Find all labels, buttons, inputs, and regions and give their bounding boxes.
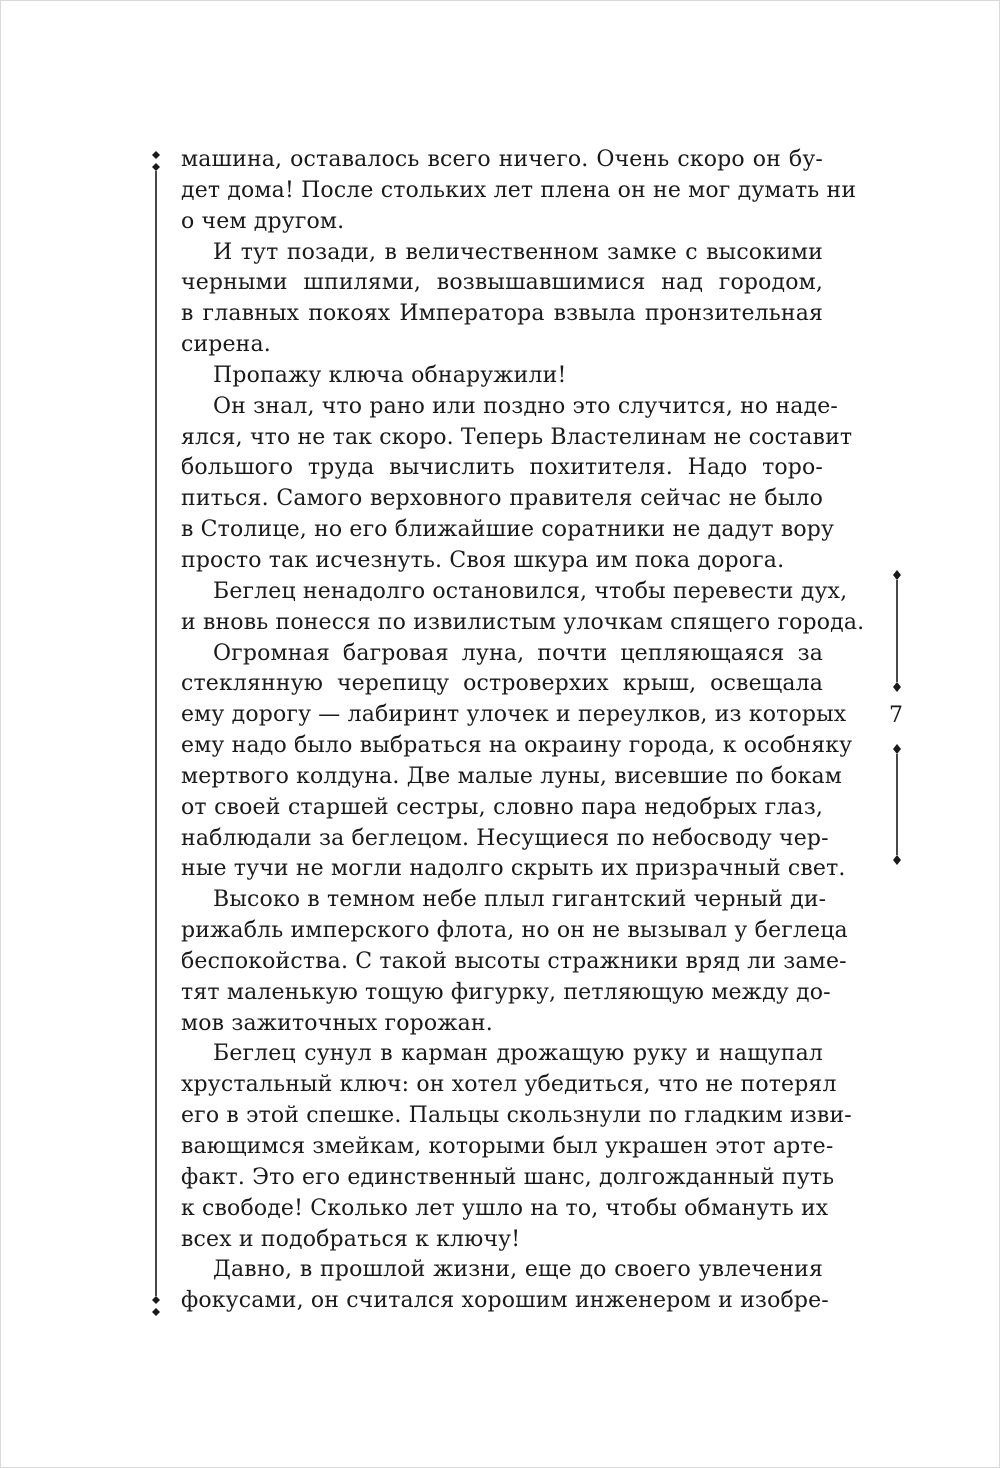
text-line: тят маленькую тощую фигурку, петляющую между до- (181, 979, 831, 1005)
text-line: ялся, что не так скоро. Теперь Властелинам не составит (181, 424, 853, 450)
text-line: сирена. (181, 332, 271, 358)
text-line: мертвого колдуна. Две малые луны, висевшие по бокам (181, 763, 843, 789)
left-margin-ornament (149, 151, 163, 1321)
text-line: всех и подобраться к ключу! (181, 1226, 521, 1252)
text-line: питься. Самого верховного правителя сейчас не было (181, 486, 823, 512)
text-line: Беглец ненадолго остановился, чтобы перевести дух, (213, 578, 848, 604)
text-line: рижабль имперского флота, но он не вызывал у беглеца (181, 918, 848, 944)
text-line: стеклянную черепицу островерхих крыш, освещала (181, 671, 823, 697)
page-number: 7 (889, 703, 903, 728)
text-line: Высоко в темном небе плыл гигантский черный ди- (213, 887, 827, 913)
text-line: о чем другом. (181, 208, 345, 234)
text-line: хрустальный ключ: он хотел убедиться, что не потерял (181, 1072, 837, 1098)
text-line: Он знал, что рано или поздно это случится, но наде- (213, 393, 839, 419)
text-line: и вновь понесся по извилистым улочкам спящего города. (181, 609, 865, 635)
text-line: ему надо было выбраться на окраину города, к особняку (181, 733, 853, 759)
text-line: машина, оставалось всего ничего. Очень скоро он бу- (181, 147, 823, 172)
text-line: к свободе! Сколько лет ушло на то, чтобы обмануть их (181, 1195, 829, 1221)
text-line: в главных покоях Императора взвыла пронзительная (181, 301, 823, 327)
text-line: черными шпилями, возвышавшимися над городом, (181, 270, 823, 296)
text-line: И тут позади, в величественном замке с высокими (213, 239, 823, 265)
text-line: Беглец сунул в карман дрожащую руку и нащупал (213, 1041, 823, 1067)
text-line: дет дома! После стольких лет плена он не мог думать ни (181, 177, 857, 203)
text-line: большого труда вычислить похитителя. Надо торо- (181, 455, 823, 481)
text-line: вающимся змейкам, которыми был украшен этот арте- (181, 1134, 834, 1159)
text-line: его в этой спешке. Пальцы скользнули по гладким изви- (181, 1103, 852, 1129)
text-line: Давно, в прошлой жизни, еще до своего увлечения (213, 1257, 823, 1283)
text-line: мов зажиточных горожан. (181, 1010, 493, 1036)
text-line: Пропажу ключа обнаружили! (213, 362, 567, 388)
text-line: фокусами, он считался хорошим инженером и изобре- (181, 1288, 829, 1314)
text-line: просто так исчезнуть. Своя шкура им пока дорога. (181, 547, 785, 573)
text-line: Огромная багровая луна, почти цепляющаяся за (213, 640, 823, 666)
body-text (181, 145, 865, 1317)
text-line: ные тучи не могли надолго скрыть их призрачный свет. (181, 856, 846, 882)
text-line: беспокойства. С такой высоты стражники вряд ли заме- (181, 948, 847, 974)
text-line: ему дорогу — лабиринт улочек и переулков, из которых (181, 702, 847, 728)
text-line: от своей старшей сестры, словно пара недобрых глаз, (181, 794, 823, 820)
text-line: факт. Это его единственный шанс, долгожданный путь (181, 1164, 835, 1190)
text-line: наблюдали за беглецом. Несущиеся по небосводу чер- (181, 825, 829, 851)
text-line: в Столице, но его ближайшие соратники не дадут вору (181, 517, 835, 543)
